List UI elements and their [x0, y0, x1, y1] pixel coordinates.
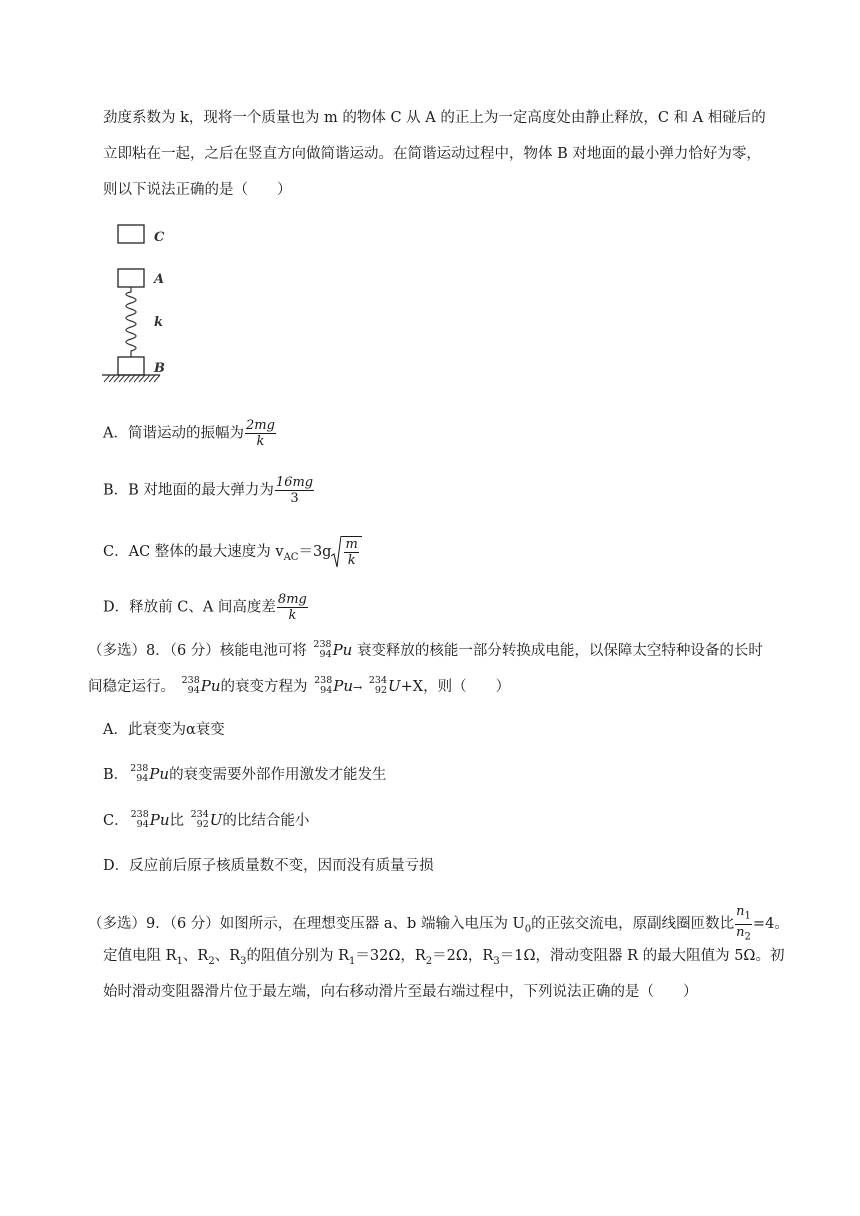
option-a: A．简谐运动的振幅为 $\frac{2mg}{k}$: [103, 418, 275, 449]
square-root: [331, 536, 361, 568]
nuclide-pu: 238 94 Pu: [314, 675, 354, 696]
nuclide-u: 234 92 U: [368, 675, 401, 696]
q8-option-b: B． 238 94 Pu的衰变需要外部作用激发才能发生: [103, 763, 387, 784]
spring-figure: [98, 220, 178, 390]
nuclide-pu: 238 94 Pu: [130, 809, 170, 830]
q8-option-a: A．此衰变为α衰变: [103, 722, 225, 738]
q8-line-2: 间稳定运行。 238 94 Pu的衰变方程为 238 94 Pu→ 234 92 U+X，则（ ）: [88, 675, 511, 696]
option-d: D．释放前 C、A 间高度差 $\frac{8mg}{k}$: [103, 592, 307, 623]
q9-line-1: （多选）9．（6 分）如图所示，在理想变压器 a、b 端输入电压为 $U_0$的正弦交流电，原副线圈匝数比 $\frac{n_1}{n_2}$ =4。: [88, 904, 789, 943]
label-k: k: [154, 315, 164, 330]
q9-line-2: 定值电阻 $R_1$、$R_2$、$R_3$的阻值分别为 $R_1=32\Omega$，$R_2=2\Omega$，$R_3=1\Omega$，滑动变阻器 R 的最大阻值为 5Ω。初: [103, 948, 785, 967]
arrow: →: [353, 681, 363, 694]
problem-text-line-2: 立即粘在一起，之后在竖直方向做简谐运动。在简谐运动过程中，物体 B 对地面的最小弹力恰好为零，: [103, 146, 761, 162]
nuclide-pu: 238 94 Pu: [130, 763, 170, 784]
problem-text-line-3: 则以下说法正确的是（ ）: [103, 182, 292, 198]
fraction: $\frac{2mg}{k}$: [245, 418, 275, 449]
label-c: C: [154, 230, 165, 245]
q8-option-c: C． 238 94 Pu比 234 92 U的比结合能小: [103, 809, 310, 830]
fraction: $\frac{8mg}{k}$: [277, 592, 307, 623]
q8-line-1: （多选）8．（6 分）核能电池可将 238 94 Pu 衰变释放的核能一部分转换成电能，以保障太空特种设备的长时: [88, 639, 763, 660]
nuclide-pu: 238 94 Pu: [313, 639, 353, 660]
turns-ratio-fraction: $\frac{n_1}{n_2}$: [736, 904, 751, 943]
problem-text-line-1: 劲度系数为 k，现将一个质量也为 m 的物体 C 从 A 的正上为一定高度处由静止释放，C 和 A 相碰后的: [103, 110, 766, 126]
q8-option-d: D．反应前后原子核质量数不变，因而没有质量亏损: [103, 858, 434, 874]
nuclide-u: 234 92 U: [190, 809, 223, 830]
label-a: A: [154, 272, 165, 287]
label-b: B: [154, 361, 165, 376]
option-b: B．B 对地面的最大弹力为 $\frac{16mg}{3}$: [103, 475, 314, 506]
fraction: $\frac{16mg}{3}$: [275, 475, 314, 506]
nuclide-pu: 238 94 Pu: [181, 675, 221, 696]
q9-line-3: 始时滑动变阻器滑片位于最左端，向右移动滑片至最右端过程中，下列说法正确的是（ ）: [103, 984, 698, 1000]
option-c: C．AC 整体的最大速度为 $v_{AC}=3g$ $\frac{m}{k}$: [103, 536, 362, 568]
fraction: $\frac{m}{k}$: [345, 537, 358, 568]
